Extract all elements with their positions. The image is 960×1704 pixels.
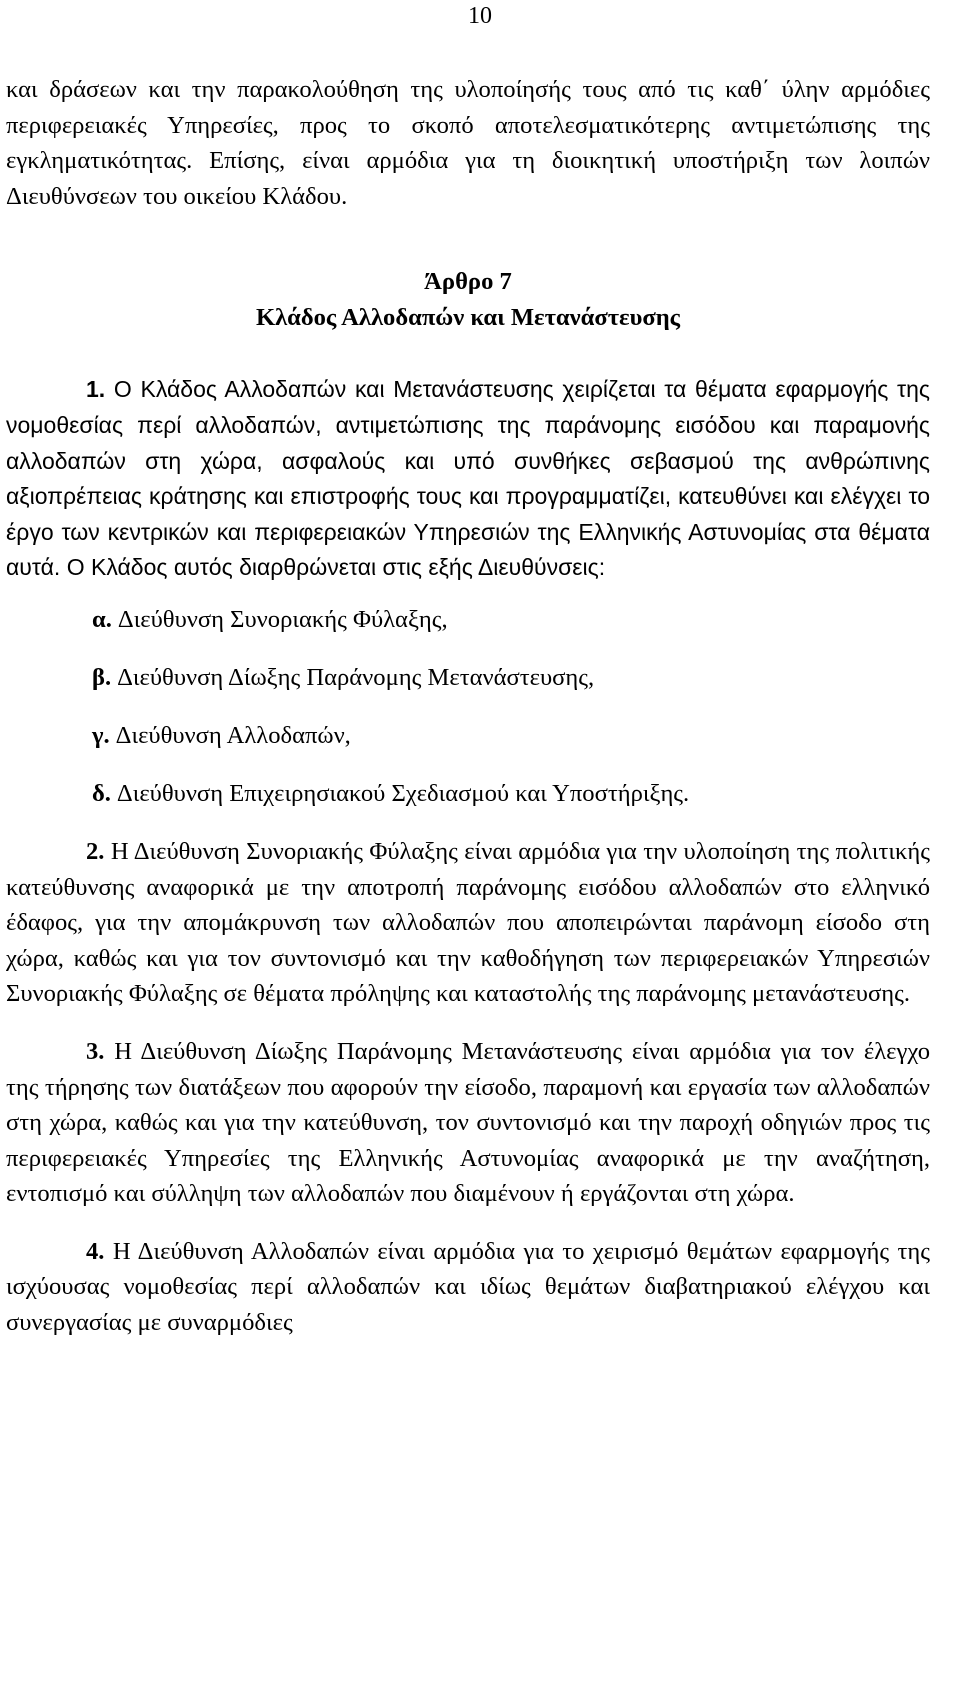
document-body	[6, 72, 930, 1341]
list-item-letter: δ.	[92, 779, 111, 807]
list-item-letter: β.	[92, 663, 112, 691]
article-title: Κλάδος Αλλοδαπών και Μετανάστευσης	[255, 304, 681, 332]
list-item-text: Διεύθυνση Δίωξης Παράνομης Μετανάστευσης,	[117, 663, 595, 691]
paragraph-2	[6, 834, 930, 1012]
intro-paragraph: και δράσεων και την παρακολούθηση της υλοποίησής τους από τις καθ΄ ύλην αρμόδιες περιφερειακές Υπηρεσίες, προς το σκοπό αποτελεσματικότερης αντιμετώπισης της εγκληματικότητας. Επίσης, είναι αρμόδια για τη διοικητική υποστήριξη των λοιπών Διευθύνσεων του οικείου Κλάδου.	[6, 76, 930, 210]
paragraph-3-text: Η Διεύθυνση Δίωξης Παράνομης Μετανάστευσης είναι αρμόδια για τον έλεγχο της τήρησης των διατάξεων που αφορούν την είσοδο, παραμονή και εργασία των αλλοδαπών στη χώρα, καθώς και για την κατεύθυνση, τον συντονισμό και την παροχή οδηγιών προς τις περιφερειακές Υπηρεσίες της Ελληνικής Αστυνομίας αναφορικά με την αναζήτηση, εντοπισμό και σύλληψη των αλλοδαπών που διαμένουν ή εργάζονται στη χώρα.	[6, 1037, 930, 1208]
paragraph-2-number: 2.	[86, 837, 105, 865]
paragraph-4-number: 4.	[86, 1237, 105, 1265]
list-item-text: Διεύθυνση Επιχειρησιακού Σχεδιασμού και Υποστήριξης.	[116, 779, 690, 807]
list-item	[6, 660, 930, 718]
paragraph-4-text: Η Διεύθυνση Αλλοδαπών είναι αρμόδια για το χειρισμό θεμάτων εφαρμογής της ισχύουσας νομοθεσίας περί αλλοδαπών και ιδίως θεμάτων διαβατηριακού ελέγχου και συνεργασίας με συναρμόδιες	[6, 1237, 930, 1337]
paragraph-3-number: 3.	[86, 1037, 105, 1065]
list-item	[6, 776, 930, 834]
paragraph-1	[6, 372, 930, 586]
page-number: 10	[468, 3, 492, 29]
list-item-letter: γ.	[92, 721, 110, 749]
list-item-letter: α.	[92, 605, 112, 633]
list-item	[6, 602, 930, 660]
article-number: Άρθρο 7	[424, 268, 512, 296]
list-item-text: Διεύθυνση Αλλοδαπών,	[115, 721, 351, 749]
paragraph-3	[6, 1034, 930, 1212]
article-heading	[6, 264, 930, 336]
directorates-list	[6, 602, 930, 834]
paragraph-1-number: 1.	[86, 376, 106, 403]
paragraph-1-text: Ο Κλάδος Αλλοδαπών και Μετανάστευσης χειρίζεται τα θέματα εφαρμογής της νομοθεσίας περί αλλοδαπών, αντιμετώπισης της παράνομης εισόδου και παραμονής αλλοδαπών στη χώρα, ασφαλούς και υπό συνθήκες σεβασμού της ανθρώπινης αξιοπρέπειας κράτησης και επιστροφής τους και προγραμματίζει, κατευθύνει και ελέγχει το έργο των κεντρικών και περιφερειακών Υπηρεσιών της Ελληνικής Αστυνομίας στα θέματα αυτά. Ο Κλάδος αυτός διαρθρώνεται στις εξής Διευθύνσεις:	[6, 376, 931, 581]
paragraph-2-text: Η Διεύθυνση Συνοριακής Φύλαξης είναι αρμόδια για την υλοποίηση της πολιτικής κατεύθυνσης αναφορικά με την αποτροπή παράνομης εισόδου αλλοδαπών στο ελληνικό έδαφος, για την απομάκρυνση των αλλοδαπών που αποπειρώνται παράνομη είσοδο στη χώρα, καθώς και για τον συντονισμό και την καθοδήγηση των περιφερειακών Υπηρεσιών Συνοριακής Φύλαξης σε θέματα πρόληψης και καταστολής της παράνομης μετανάστευσης.	[6, 837, 930, 1008]
list-item	[6, 718, 930, 776]
list-item-text: Διεύθυνση Συνοριακής Φύλαξης,	[117, 605, 448, 633]
paragraph-4	[6, 1234, 930, 1341]
